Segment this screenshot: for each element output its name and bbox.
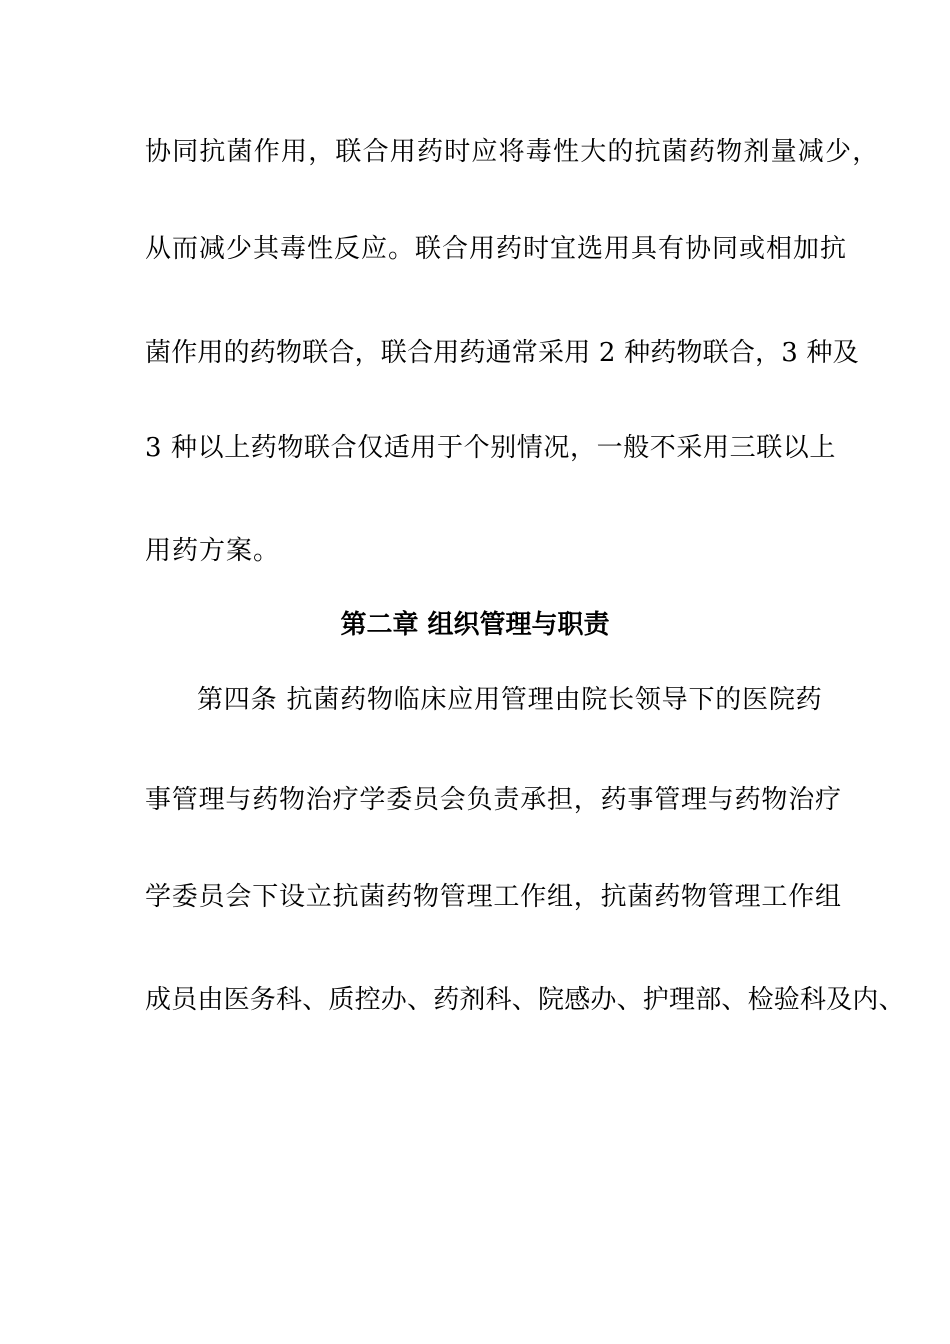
- body-text-line: 3 种以上药物联合仅适用于个别情况，一般不采用三联以上: [145, 433, 837, 463]
- body-text-line: 从而减少其毒性反应。联合用药时宜选用具有协同或相加抗: [145, 234, 848, 264]
- article-text-line: 第四条 抗菌药物临床应用管理由院长领导下的医院药: [197, 685, 823, 715]
- article-text-line: 事管理与药物治疗学委员会负责承担，药事管理与药物治疗: [145, 785, 842, 815]
- body-text-line: 菌作用的药物联合，联合用药通常采用 2 种药物联合，3 种及: [145, 338, 859, 368]
- article-text-line: 成员由医务科、质控办、药剂科、院感办、护理部、检验科及内、: [145, 985, 905, 1015]
- chapter-heading: 第二章 组织管理与职责: [340, 610, 610, 640]
- article-text-line: 学委员会下设立抗菌药物管理工作组，抗菌药物管理工作组: [145, 882, 842, 912]
- body-text-line: 协同抗菌作用，联合用药时应将毒性大的抗菌药物剂量减少，: [145, 137, 880, 167]
- body-text-line: 用药方案。: [145, 536, 281, 566]
